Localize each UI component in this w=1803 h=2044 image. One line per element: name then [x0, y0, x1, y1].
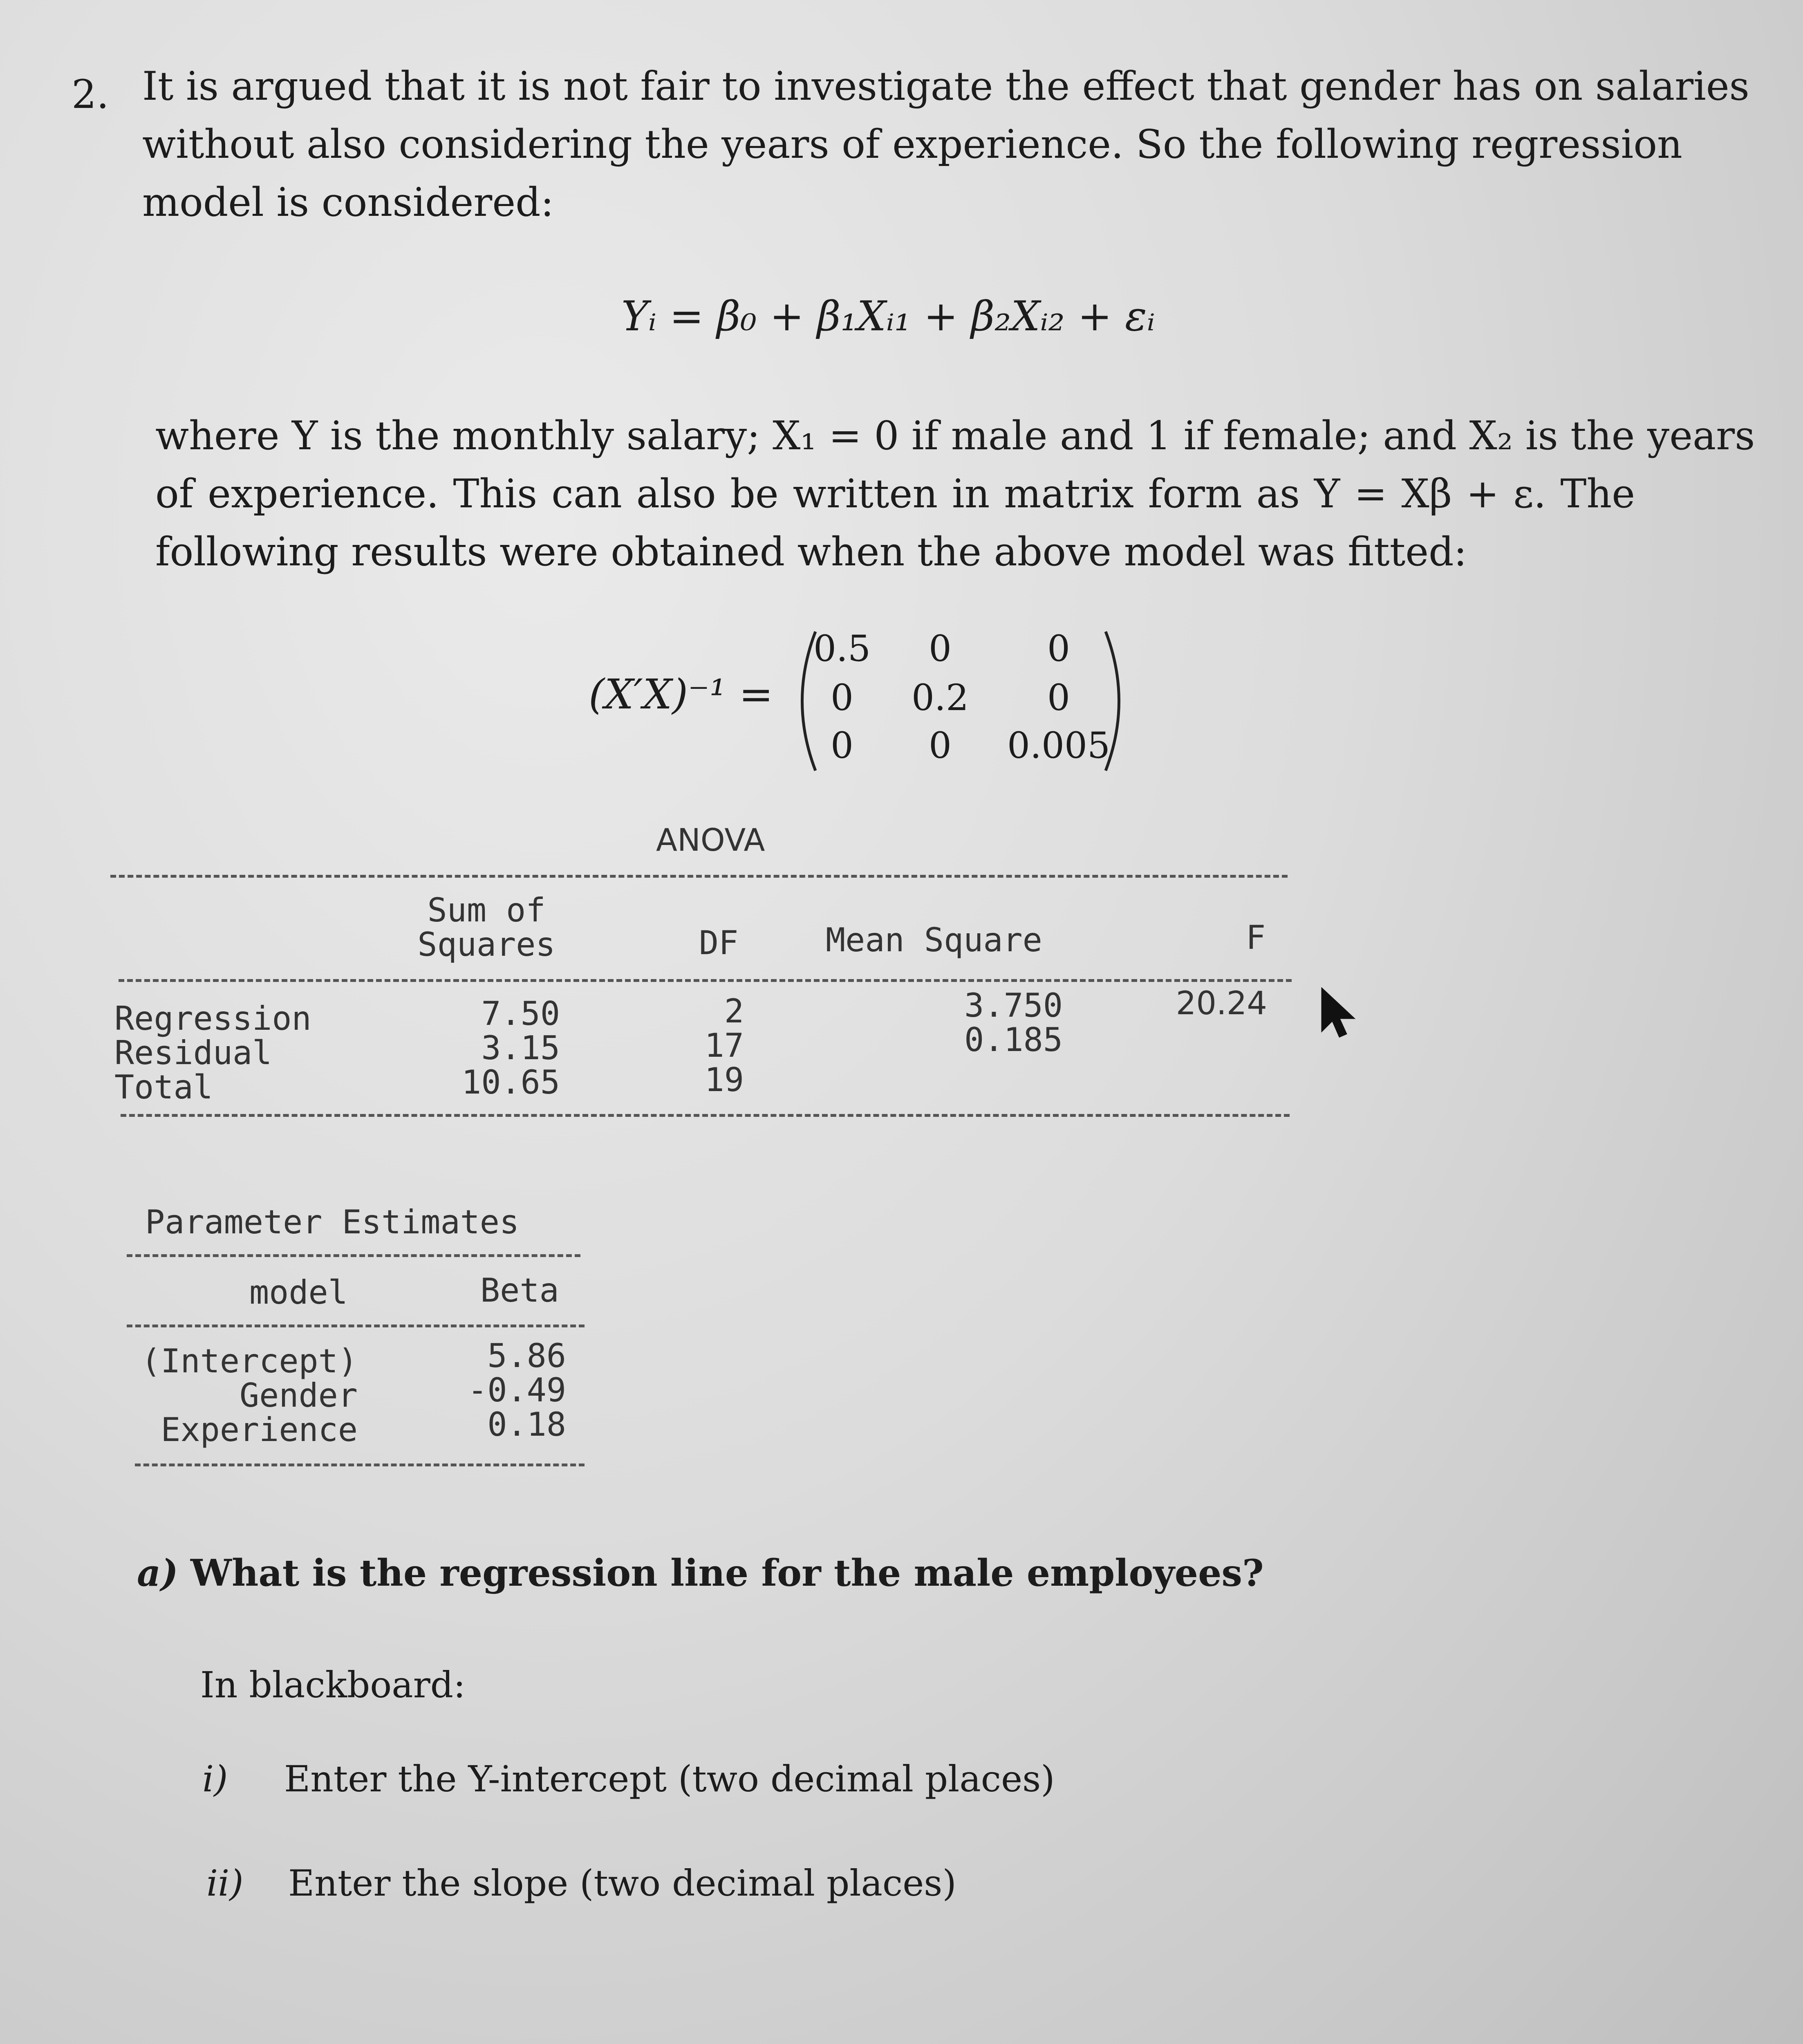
intro-line-2: without also considering the years of experience. So the following regression — [142, 121, 1682, 167]
parameter-estimates-title: Parameter Estimates — [145, 1203, 520, 1241]
description-line-1: where Y is the monthly salary; X₁ = 0 if male and 1 if female; and X₂ is the years — [155, 413, 1755, 459]
anova-title: ANOVA — [656, 822, 765, 858]
matrix-cell: 0.005 — [1007, 724, 1110, 766]
matrix-cell: 0 — [831, 677, 853, 719]
anova-row-df: 19 — [704, 1061, 744, 1099]
anova-header-ss — [405, 893, 568, 962]
model-equation: Yᵢ = β₀ + β₁Xᵢ₁ + β₂Xᵢ₂ + εᵢ — [621, 292, 1155, 340]
model-description — [155, 407, 1755, 581]
anova-row-ss: 10.65 — [461, 1063, 560, 1101]
anova-header-ss-line2: Squares — [417, 926, 555, 964]
anova-row-df: 2 — [724, 992, 744, 1030]
description-line-3: following results were obtained when the above model was fitted: — [155, 529, 1467, 575]
anova-bottom-rule — [121, 1114, 1290, 1117]
mouse-pointer-icon — [1318, 987, 1367, 1040]
param-row-beta: 5.86 — [487, 1337, 566, 1375]
sub-question-ii-text: Enter the slope (two decimal places) — [288, 1862, 956, 1904]
matrix-label: (X′X)⁻¹ = — [589, 670, 773, 718]
param-row-term: Experience — [161, 1411, 358, 1449]
intro-line-1: It is argued that it is not fair to investigate the effect that gender has on salaries — [142, 63, 1749, 109]
intro-line-3: model is considered: — [142, 179, 554, 225]
question-intro — [142, 57, 1749, 231]
part-a-label: a) — [137, 1551, 178, 1595]
anova-header-rule — [119, 979, 1292, 982]
param-row-term: (Intercept) — [141, 1342, 358, 1380]
anova-row-ss: 3.15 — [481, 1029, 560, 1067]
param-row-term: Gender — [240, 1376, 358, 1414]
matrix-cell: 0.2 — [912, 677, 969, 719]
matrix-cell: 0.5 — [813, 628, 871, 670]
sub-question-ii-label: ii) — [206, 1862, 244, 1904]
anova-header-f: F — [1246, 919, 1266, 957]
anova-row-ms: 3.750 — [964, 986, 1063, 1024]
matrix-cell: 0 — [929, 724, 952, 766]
sub-question-ii — [206, 1862, 956, 1904]
anova-header-ss-line1: Sum of — [427, 891, 546, 929]
sub-question-i-text: Enter the Y-intercept (two decimal places) — [284, 1758, 1055, 1800]
param-header-model: model — [249, 1273, 348, 1311]
blackboard-label: In blackboard: — [200, 1664, 466, 1706]
param-header-beta: Beta — [480, 1271, 559, 1309]
param-bottom-rule — [135, 1464, 585, 1466]
sub-question-i — [202, 1758, 1055, 1800]
anova-row-source: Regression — [114, 1000, 311, 1038]
anova-header-df: DF — [699, 924, 739, 962]
anova-row-ss: 7.50 — [481, 995, 560, 1033]
anova-row-source: Total — [114, 1068, 213, 1106]
description-line-2: of experience. This can also be written in matrix form as Y = Xβ + ε. The — [155, 471, 1635, 517]
matrix-cell: 0 — [929, 628, 952, 670]
anova-header-ms: Mean Square — [826, 921, 1042, 959]
anova-row-source: Residual — [114, 1034, 272, 1072]
matrix-cell: 0 — [1047, 628, 1070, 670]
sub-question-i-label: i) — [202, 1758, 228, 1800]
part-a-text: What is the regression line for the male employees? — [190, 1551, 1264, 1595]
param-row-beta: -0.49 — [468, 1371, 566, 1409]
question-number: 2. — [72, 72, 109, 117]
param-header-rule — [127, 1325, 585, 1327]
anova-row-ms: 0.185 — [964, 1021, 1063, 1059]
anova-row-df: 17 — [704, 1026, 744, 1065]
param-top-rule — [127, 1254, 580, 1257]
anova-row-f: 20.24 — [1176, 985, 1267, 1022]
param-row-beta: 0.18 — [487, 1405, 566, 1443]
part-a-question — [137, 1551, 1264, 1595]
matrix-cell: 0 — [1047, 677, 1070, 719]
matrix-cell: 0 — [831, 724, 853, 766]
anova-top-rule — [110, 875, 1288, 878]
